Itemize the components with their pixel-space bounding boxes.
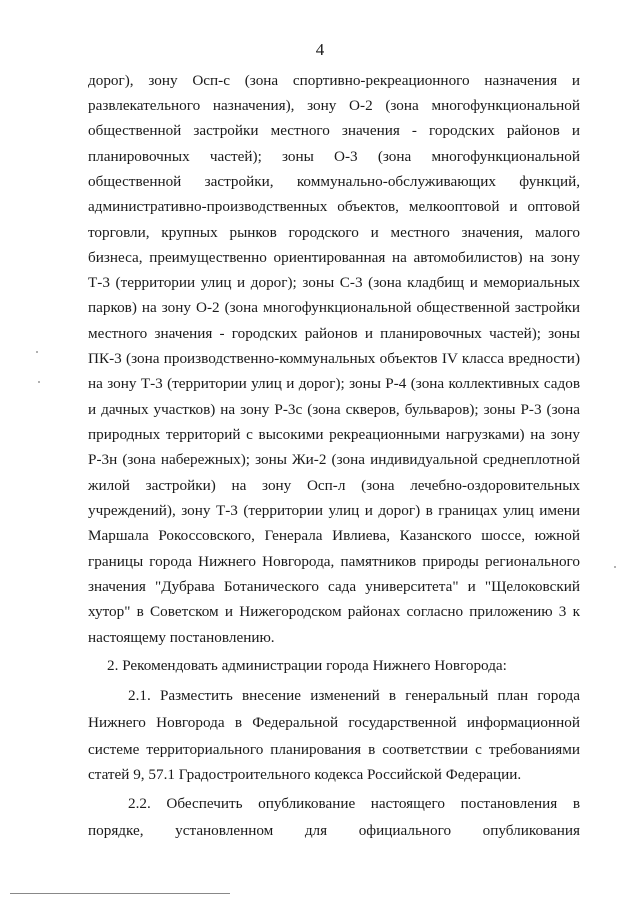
text-line: торговли, крупных рынков городского и местного значения, малого — [88, 224, 580, 241]
text-line: значения "Дубрава Ботанического сада университета" и "Щелоковский — [88, 578, 580, 595]
page-number: 4 — [315, 40, 325, 59]
text-line: на зону Т-3 (территории улиц и дорог); зоны Р-4 (зона коллективных садов — [88, 375, 580, 392]
text-line: природных территорий с высокими рекреационными нагрузками) на зону — [88, 426, 580, 443]
text-line: ПК-3 (зона производственно-коммунальных объектов IV класса вредности) — [88, 350, 580, 367]
text-line: дорог), зону Осп-с (зона спортивно-рекреационного назначения и — [88, 72, 580, 89]
text-line: бизнеса, преимущественно ориентированная на автомобилистов) на зону — [88, 249, 580, 266]
text-line: порядке, установленном для официального опубликования — [88, 822, 580, 839]
text-line: границы города Нижнего Новгорода, памятников природы регионального — [88, 553, 580, 570]
text-line: и дачных участков) на зону Р-3с (зона скверов, бульваров); зоны Р-3 (зона — [88, 401, 580, 418]
text-line: развлекательного назначения), зону О-2 (зона многофункциональной — [88, 97, 580, 114]
text-line: Маршала Рокоссовского, Генерала Ивлиева, Казанского шоссе, южной — [88, 527, 580, 544]
text-line: настоящему постановлению. — [88, 629, 275, 646]
text-line: общественной застройки, коммунально-обслуживающих функций, — [88, 173, 580, 190]
text-line: парков) на зону О-2 (зона многофункциональной общественной застройки — [88, 299, 580, 316]
scan-speck — [36, 351, 38, 353]
text-line: общественной застройки местного значения - городских районов и — [88, 122, 580, 139]
text-line: Нижнего Новгорода в Федеральной государственной информационной — [88, 714, 580, 731]
text-line: Р-3н (зона набережных); зоны Жи-2 (зона индивидуальной среднеплотной — [88, 451, 580, 468]
text-line: хутор" в Советском и Нижегородском районах согласно приложению 3 к — [88, 603, 580, 620]
text-line: статей 9, 57.1 Градостроительного кодекса Российской Федерации. — [88, 766, 522, 783]
text-line: учреждений), зону Т-3 (территории улиц и дорог) в границах улиц имени — [88, 502, 580, 519]
paragraph-item-2-1: 2.1. Разместить внесение изменений в генеральный план города — [128, 687, 580, 704]
paragraph-item-2: 2. Рекомендовать администрации города Нижнего Новгорода: — [107, 657, 507, 674]
footer-rule — [10, 893, 230, 894]
text-line: административно-производственных объектов, мелкооптовой и оптовой — [88, 198, 580, 215]
text-line: планировочных частей); зоны О-3 (зона многофункциональной — [88, 148, 580, 165]
text-line: жилой застройки) на зону Осп-л (зона лечебно-оздоровительных — [88, 477, 580, 494]
text-line: Т-3 (территории улиц и дорог); зоны С-3 (зона кладбищ и мемориальных — [88, 274, 580, 291]
scan-speck — [614, 566, 616, 568]
text-line: местного значения - городских районов и планировочных частей); зоны — [88, 325, 580, 342]
paragraph-item-2-2: 2.2. Обеспечить опубликование настоящего постановления в — [128, 795, 580, 812]
text-line: системе территориального планирования в соответствии с требованиями — [88, 741, 580, 758]
scan-speck — [38, 381, 40, 383]
